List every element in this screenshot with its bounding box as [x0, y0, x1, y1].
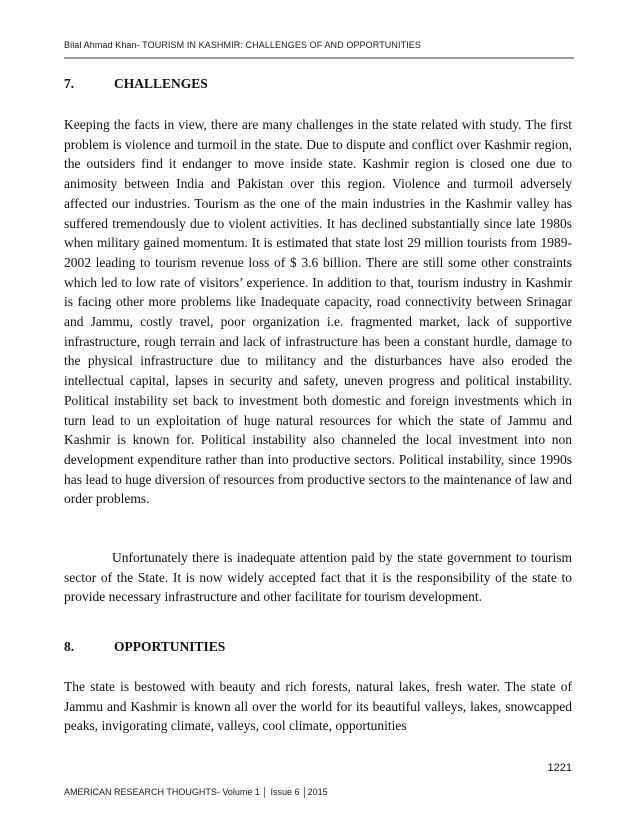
- opportunities-heading: [64, 637, 572, 657]
- section-heading-opportunities: [64, 637, 572, 657]
- section-heading-challenges: [64, 74, 572, 94]
- running-header: Bilal Ahmad Khan- TOURISM IN KASHMIR: CHALLENGES OF AND OPPORTUNITIES: [64, 40, 421, 50]
- section-number: 8.: [64, 639, 75, 654]
- challenges-paragraph-2: Unfortunately there is inadequate attention paid by the state government to tourism sector of the State. It is now widely accepted fact that it is the responsibility of the state to provide necessary infrastructure and other facilitate for tourism development.: [64, 550, 572, 605]
- section-number: 7.: [64, 76, 75, 91]
- page-number: 1221: [547, 762, 572, 774]
- challenges-heading: [64, 74, 572, 94]
- challenges-paragraph-1: Keeping the facts in view, there are many challenges in the state related with study. The first problem is violence and turmoil in the state. Due to dispute and conflict over Kashmir region, the outsiders find it endanger to move inside state. Kashmir region is closed one due to animosity between India and Pakistan over this region. Violence and turmoil adversely affected our industries. Tourism as the one of the main industries in the Kashmir valley has suffered tremendously due to violent activities. It has declined substantially since late 1980s when military gained momentum. It is estimated that state lost 29 million tourists from 1989-2002 leading to tourism revenue loss of $ 3.6 billion. There are still some other constraints which led to low rate of visitors’ experience. In addition to that, tourism industry in Kashmir is facing other more problems like Inadequate capacity, road connectivity between Srinagar and Jammu, costly travel, poor organization i.e. fragmented market, lack of supportive infrastructure, rough terrain and lack of infrastructure has been a constant hurdle, damage to the physical infrastructure due to militancy and the disturbances have also eroded the intellectual capital, lapses in security and safety, uneven progress and political instability. Political instability set back to investment both domestic and foreign investments which in turn lead to un exploitation of huge natural resources for which the state of Jammu and Kashmir is known for. Political instability also channeled the local investment into non development expenditure rather than into productive sectors. Political instability, since 1990s has lead to huge diversion of resources from productive sectors to the maintenance of law and order problems.: [64, 117, 572, 507]
- section-title: OPPORTUNITIES: [114, 639, 226, 654]
- running-footer: AMERICAN RESEARCH THOUGHTS- Volume 1 │ Issue 6 │2015: [64, 787, 328, 797]
- opportunities-paragraph-1: The state is bestowed with beauty and rich forests, natural lakes, fresh water. The state of Jammu and Kashmir is known all over the world for its beautiful valleys, lakes, snowcapped peaks, invigorating climate, valleys, cool climate, opportunities: [64, 679, 572, 734]
- header-rule: [64, 57, 574, 59]
- section-title: CHALLENGES: [114, 76, 208, 91]
